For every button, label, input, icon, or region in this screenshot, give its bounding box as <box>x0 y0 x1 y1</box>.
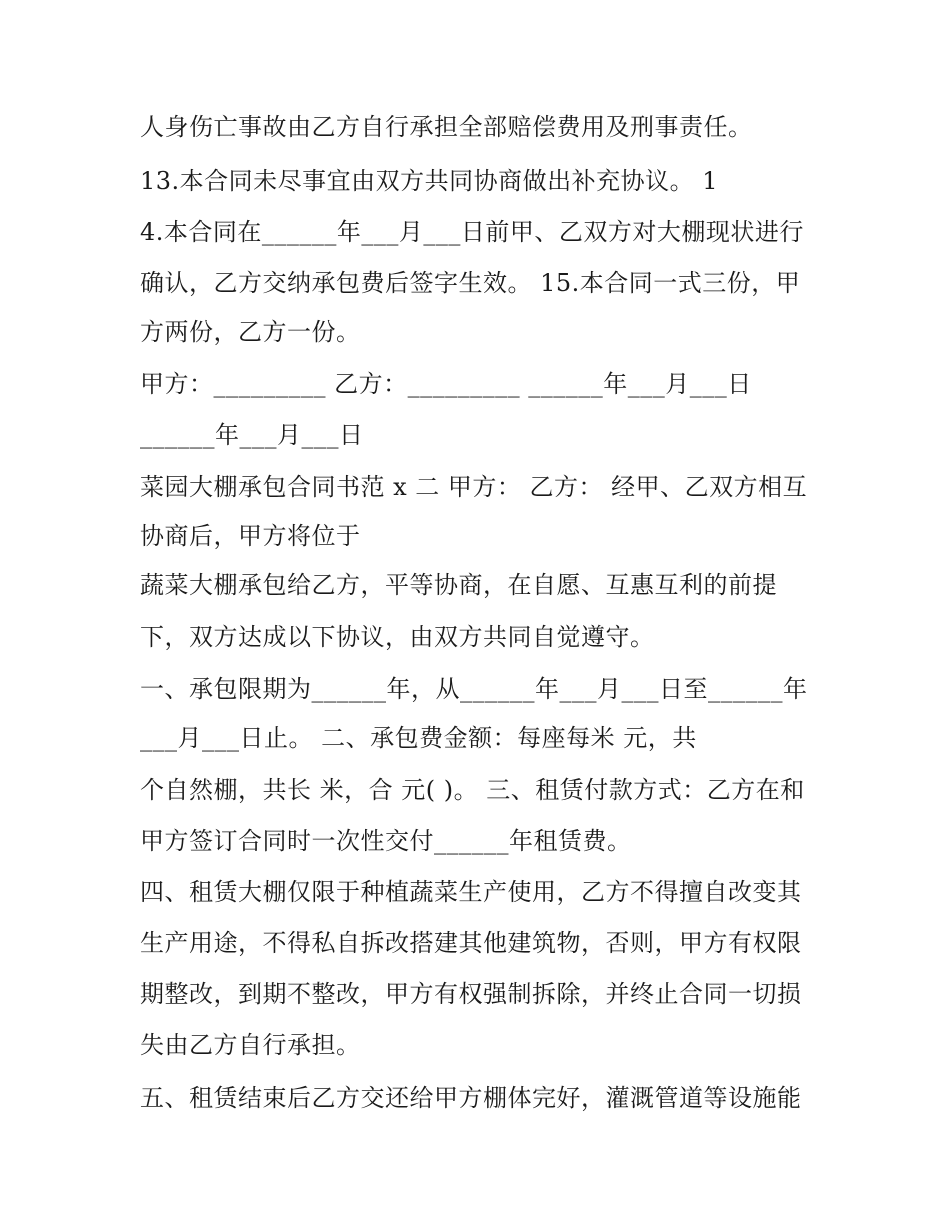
text-line: 失由乙方自行承担。 <box>140 1031 361 1059</box>
signature-line: 甲方：_________ 乙方：_________ ______年___月___日 <box>140 370 752 398</box>
clause-5-line: 五、租赁结束后乙方交还给甲方棚体完好，灌溉管道等设施能 <box>140 1084 802 1112</box>
text-line: 协商后，甲方将位于 <box>140 522 361 550</box>
text-line: 13.本合同未尽事宜由双方共同协商做出补充协议。 1 <box>140 167 719 195</box>
clause-1-line: 一、承包限期为______年，从______年___月___日至______年 <box>140 675 808 703</box>
text-line: 下，双方达成以下协议，由双方共同自觉遵守。 <box>140 623 655 651</box>
text-line: 期整改，到期不整改，甲方有权强制拆除，并终止合同一切损 <box>140 980 802 1008</box>
contract-title-line: 菜园大棚承包合同书范 x 二 甲方： 乙方： 经甲、乙双方相互 <box>140 473 808 501</box>
text-line: 蔬菜大棚承包给乙方，平等协商，在自愿、互惠互利的前提 <box>140 571 777 599</box>
date-line: ______年___月___日 <box>140 421 364 449</box>
text-line: 确认，乙方交纳承包费后签字生效。 15.本合同一式三份，甲 <box>140 269 801 297</box>
text-line: 4.本合同在______年___月___日前甲、乙双方对大棚现状进行 <box>140 218 804 246</box>
clause-3-line: 个自然棚，共长 米，合 元( )。 三、租赁付款方式：乙方在和 <box>140 776 805 804</box>
clause-4-line: 四、租赁大棚仅限于种植蔬菜生产使用，乙方不得擅自改变其 <box>140 878 802 906</box>
clause-2-line: ___月___日止。 二、承包费金额：每座每米 元，共 <box>140 724 697 752</box>
text-line: 生产用途，不得私自拆改搭建其他建筑物，否则，甲方有权限 <box>140 929 802 957</box>
text-line: 方两份，乙方一份。 <box>140 318 361 346</box>
text-line: 人身伤亡事故由乙方自行承担全部赔偿费用及刑事责任。 <box>140 113 753 141</box>
text-line: 甲方签订合同时一次性交付______年租赁费。 <box>140 827 632 855</box>
